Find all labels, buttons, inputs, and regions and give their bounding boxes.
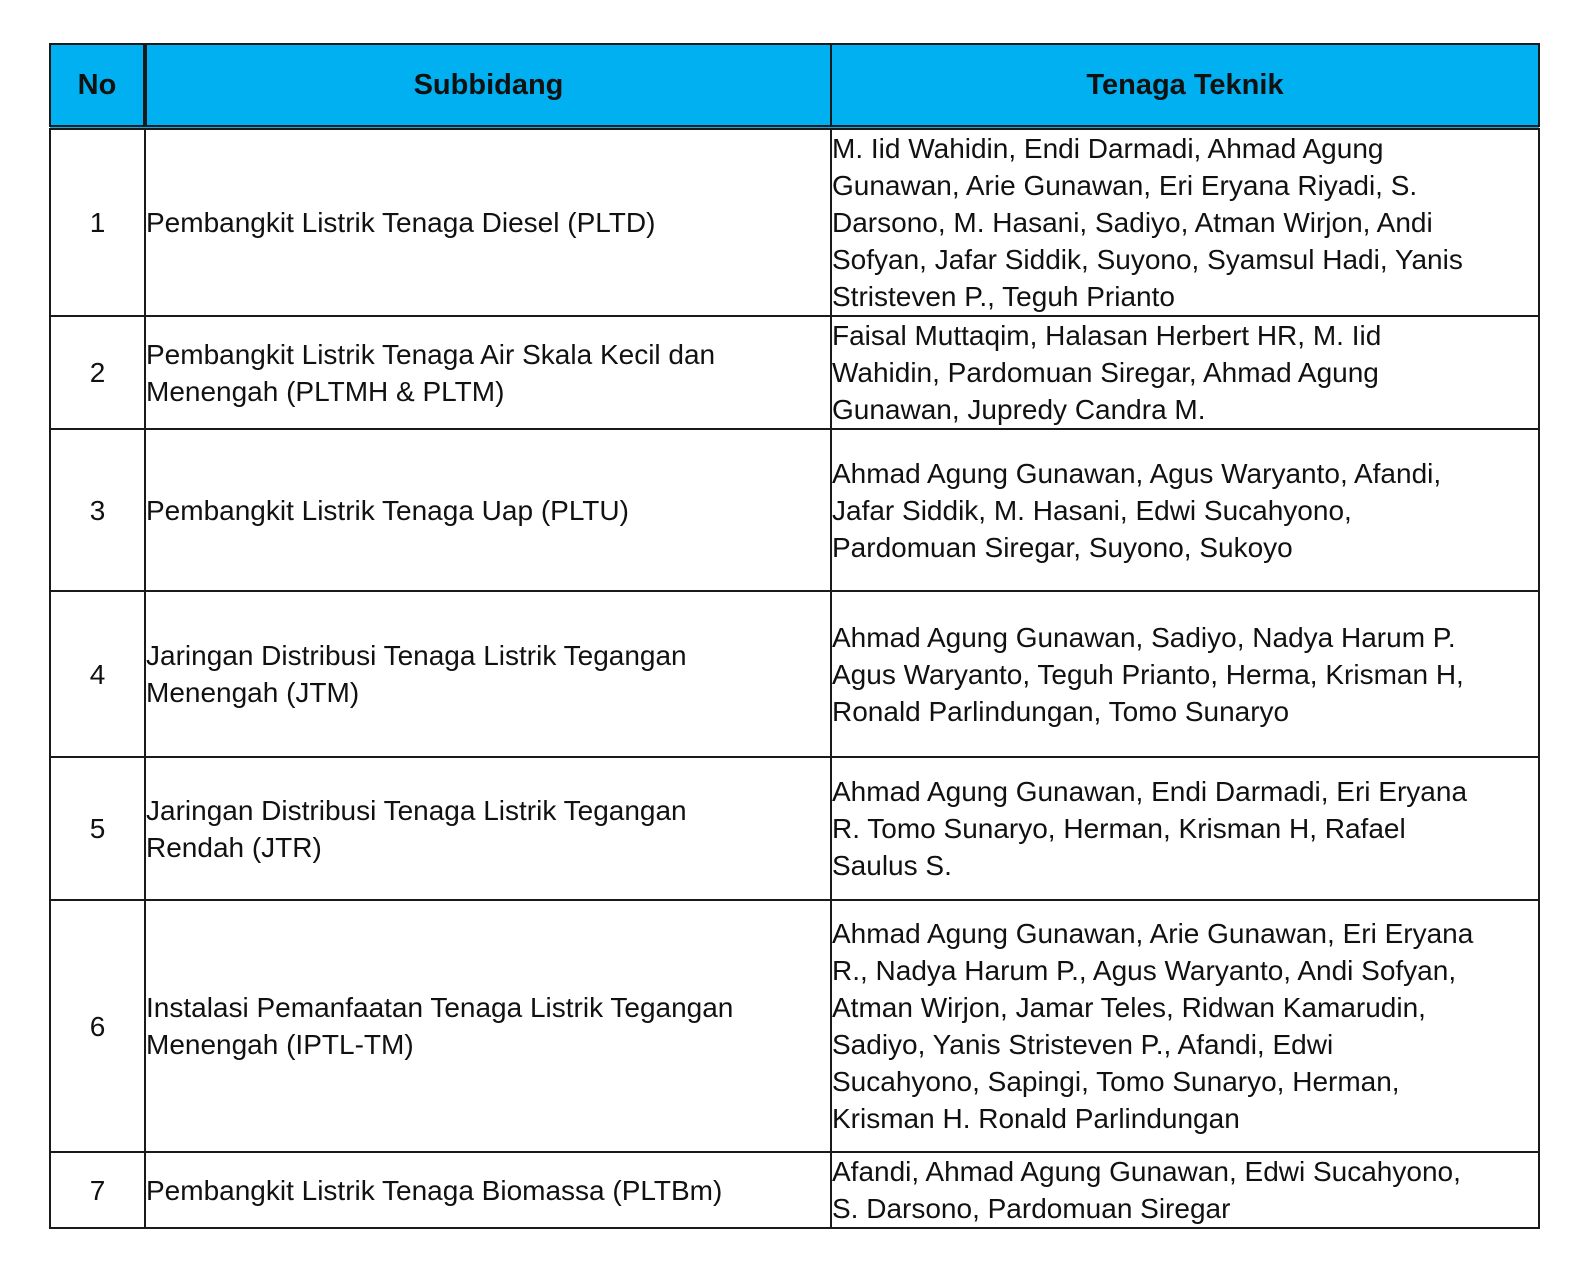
tenaga-teknik-line: R., Nadya Harum P., Agus Waryanto, Andi Sofyan, — [832, 955, 1457, 986]
tenaga-teknik-line: Saulus S. — [832, 850, 952, 881]
tenaga-teknik-line: Sucahyono, Sapingi, Tomo Sunaryo, Herman, — [832, 1066, 1400, 1097]
subbidang-line: Menengah (IPTL-TM) — [146, 1029, 414, 1060]
tenaga-teknik-line: Sofyan, Jafar Siddik, Suyono, Syamsul Hadi, Yanis — [832, 244, 1463, 275]
personnel-table — [49, 43, 1540, 1229]
header-row — [50, 44, 1539, 128]
tenaga-teknik-cell — [831, 900, 1539, 1152]
tenaga-teknik-cell — [831, 591, 1539, 757]
header-subbidang: Subbidang — [145, 44, 831, 128]
tenaga-teknik-cell — [831, 316, 1539, 429]
header-tenaga-teknik: Tenaga Teknik — [831, 44, 1539, 128]
table-row — [50, 757, 1539, 900]
tenaga-teknik-line: Gunawan, Jupredy Candra M. — [832, 394, 1206, 425]
tenaga-teknik-line: Ahmad Agung Gunawan, Sadiyo, Nadya Harum P. — [832, 621, 1456, 653]
row-number-cell: 6 — [50, 900, 145, 1152]
personnel-table-container — [49, 43, 1538, 1229]
tenaga-teknik-line: Faisal Muttaqim, Halasan Herbert HR, M. Iid — [832, 320, 1382, 351]
tenaga-teknik-line: Afandi, Ahmad Agung Gunawan, Edwi Sucahyono, — [832, 1156, 1461, 1187]
subbidang-line: Menengah (JTM) — [146, 677, 360, 708]
subbidang-cell — [145, 128, 831, 317]
subbidang-line: Pembangkit Listrik Tenaga Uap (PLTU) — [146, 494, 629, 526]
table-row — [50, 900, 1539, 1152]
tenaga-teknik-line: Ahmad Agung Gunawan, Arie Gunawan, Eri Eryana — [832, 918, 1474, 949]
tenaga-teknik-line: Darsono, M. Hasani, Sadiyo, Atman Wirjon, Andi — [832, 207, 1433, 238]
tenaga-teknik-line: Wahidin, Pardomuan Siregar, Ahmad Agung — [832, 357, 1379, 388]
row-number-cell: 7 — [50, 1152, 145, 1228]
tenaga-teknik-cell — [831, 128, 1539, 317]
subbidang-cell — [145, 1152, 831, 1228]
tenaga-teknik-line: Ahmad Agung Gunawan, Endi Darmadi, Eri Eryana — [832, 776, 1468, 807]
subbidang-line: Pembangkit Listrik Tenaga Biomassa (PLTBm) — [146, 1174, 723, 1206]
tenaga-teknik-line: Ronald Parlindungan, Tomo Sunaryo — [832, 695, 1290, 727]
subbidang-line: Rendah (JTR) — [146, 831, 322, 863]
tenaga-teknik-line: S. Darsono, Pardomuan Siregar — [832, 1193, 1231, 1224]
subbidang-line: Instalasi Pemanfaatan Tenaga Listrik Tegangan — [146, 992, 734, 1023]
tenaga-teknik-line: Atman Wirjon, Jamar Teles, Ridwan Kamarudin, — [832, 992, 1426, 1023]
tenaga-teknik-cell — [831, 757, 1539, 900]
table-row — [50, 316, 1539, 429]
row-number-cell: 5 — [50, 757, 145, 900]
tenaga-teknik-line: Krisman H. Ronald Parlindungan — [832, 1103, 1240, 1134]
table-body — [50, 128, 1539, 1229]
subbidang-cell — [145, 757, 831, 900]
tenaga-teknik-line: Sadiyo, Yanis Stristeven P., Afandi, Edwi — [832, 1029, 1334, 1060]
row-number-cell: 1 — [50, 128, 145, 317]
tenaga-teknik-line: Jafar Siddik, M. Hasani, Edwi Sucahyono, — [832, 494, 1352, 526]
row-number-cell: 3 — [50, 429, 145, 591]
tenaga-teknik-line: Stristeven P., Teguh Prianto — [832, 281, 1175, 312]
subbidang-line: Pembangkit Listrik Tenaga Air Skala Kecil dan — [146, 338, 716, 370]
subbidang-cell — [145, 316, 831, 429]
subbidang-cell — [145, 591, 831, 757]
tenaga-teknik-line: Ahmad Agung Gunawan, Agus Waryanto, Afandi, — [832, 457, 1442, 489]
row-number-cell: 4 — [50, 591, 145, 757]
header-no: No — [50, 44, 145, 128]
tenaga-teknik-line: Pardomuan Siregar, Suyono, Sukoyo — [832, 531, 1293, 563]
table-row — [50, 591, 1539, 757]
tenaga-teknik-line: Gunawan, Arie Gunawan, Eri Eryana Riyadi, S. — [832, 170, 1418, 201]
tenaga-teknik-cell — [831, 1152, 1539, 1228]
table-row — [50, 429, 1539, 591]
tenaga-teknik-line: Agus Waryanto, Teguh Prianto, Herma, Krisman H, — [832, 658, 1464, 690]
table-row — [50, 1152, 1539, 1228]
row-number-cell: 2 — [50, 316, 145, 429]
tenaga-teknik-line: R. Tomo Sunaryo, Herman, Krisman H, Rafael — [832, 813, 1406, 844]
subbidang-line: Menengah (PLTMH & PLTM) — [146, 375, 505, 407]
subbidang-cell — [145, 900, 831, 1152]
table-row — [50, 128, 1539, 317]
tenaga-teknik-cell — [831, 429, 1539, 591]
subbidang-line: Jaringan Distribusi Tenaga Listrik Tegangan — [146, 794, 687, 826]
subbidang-cell — [145, 429, 831, 591]
tenaga-teknik-line: M. Iid Wahidin, Endi Darmadi, Ahmad Agung — [832, 133, 1384, 164]
subbidang-line: Jaringan Distribusi Tenaga Listrik Tegangan — [146, 640, 687, 671]
subbidang-line: Pembangkit Listrik Tenaga Diesel (PLTD) — [146, 207, 656, 238]
